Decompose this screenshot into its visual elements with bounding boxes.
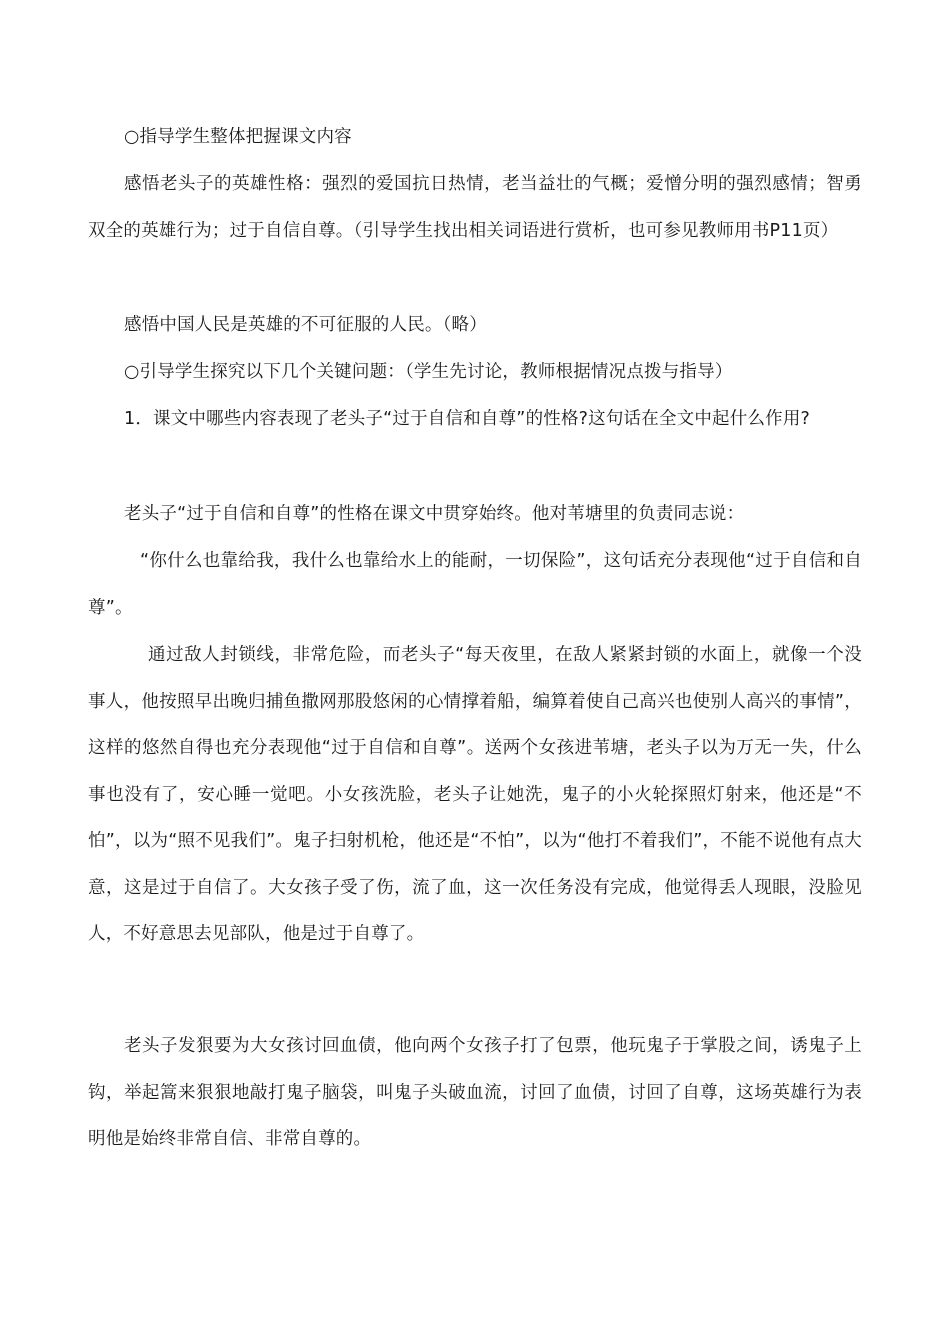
section-heading-overview: ○指导学生整体把握课文内容: [124, 127, 352, 147]
paragraph-answer-intro: 老头子“过于自信和自尊”的性格在课文中贯穿始终。他对苇塘里的负责同志说：: [124, 504, 745, 524]
paragraph-blockade: 通过敌人封锁线，非常危险，而老头子“每天夜里，在敌人紧紧封锁的水面上，就像一个没事人，他按照早出晚归捕鱼撒网那股悠闲的心情撑着船，编算着使自己高兴也使别人高兴的事情”，这样的悠然自得也充分表现他“过于自信和自尊”。送两个女孩进苇塘，老头子以为万无一失，什么事也没有了，安心睡一觉吧。小女孩洗脸，老头子让她洗，鬼子的小火轮探照灯射来，他还是“不怕”，以为“照不见我们”。鬼子扫射机枪，他还是“不怕”，以为“他打不着我们”，不能不说他有点大意，这是过于自信了。大女孩子受了伤，流了血，这一次任务没有完成，他觉得丢人现眼，没脸见人，不好意思去见部队，他是过于自尊了。: [88, 645, 862, 944]
paragraph-hero-traits: 感悟老头子的英雄性格：强烈的爱国抗日热情，老当益壮的气概；爱憎分明的强烈感情；智勇双全的英雄行为；过于自信自尊。（引导学生找出相关词语进行赏析，也可参见教师用书P11页）: [88, 174, 862, 241]
paragraph-revenge: 老头子发狠要为大女孩讨回血债，他向两个女孩子打了包票，他玩鬼子于掌股之间，诱鬼子上钩，举起篙来狠狠地敲打鬼子脑袋，叫鬼子头破血流，讨回了血债，讨回了自尊，这场英雄行为表明他是始终非常自信、非常自尊的。: [88, 1036, 862, 1149]
section-heading-key-questions: ○引导学生探究以下几个关键问题：（学生先讨论，教师根据情况点拨与指导）: [124, 362, 733, 382]
paragraph-quote: “你什么也靠给我，我什么也靠给水上的能耐，一切保险”，这句话充分表现他“过于自信和自尊”。: [88, 551, 862, 618]
paragraph-chinese-people: 感悟中国人民是英雄的不可征服的人民。（略）: [124, 315, 487, 335]
question-1: 1．课文中哪些内容表现了老头子“过于自信和自尊”的性格?这句话在全文中起什么作用?: [124, 409, 811, 429]
